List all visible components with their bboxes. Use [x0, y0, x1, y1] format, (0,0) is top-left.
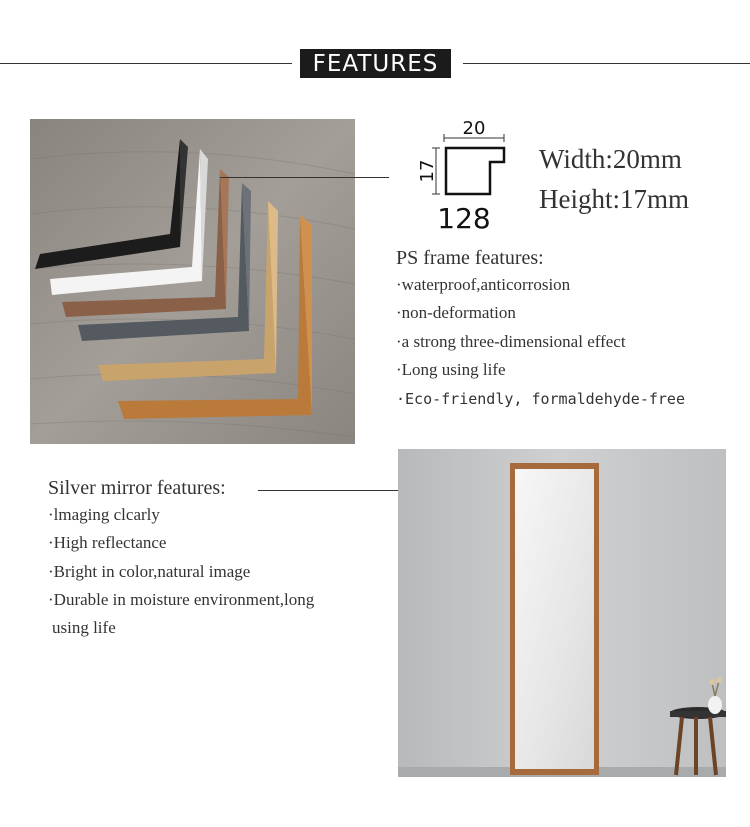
profile-diagram	[412, 118, 512, 238]
ps-frame-item: ·a strong three-dimensional effect	[396, 332, 626, 351]
silver-mirror-heading: Silver mirror features:	[48, 477, 226, 499]
pointer-line-frame	[220, 177, 389, 178]
wall-mirror-photo	[398, 449, 726, 777]
header-rule-left	[0, 63, 292, 64]
silver-mirror-item: ·Bright in color,natural image	[48, 562, 251, 581]
section-title: FEATURES	[300, 49, 451, 78]
mirror-glass	[515, 469, 594, 769]
header-rule-right	[463, 63, 750, 64]
ps-frame-item: ·waterproof,anticorrosion	[396, 275, 571, 294]
height-spec: Height:17mm	[539, 184, 689, 214]
ps-frame-item: ·Long using life	[396, 360, 506, 379]
profile-width-label: 20	[462, 118, 486, 139]
profile-height-label: 17	[417, 159, 438, 183]
ps-frame-item: ·Eco-friendly, formaldehyde-free	[396, 390, 685, 408]
ps-frame-heading: PS frame features:	[396, 247, 544, 269]
profile-model-number: 128	[437, 202, 491, 235]
frame-samples-photo	[30, 119, 355, 444]
silver-mirror-item: ·High reflectance	[48, 533, 167, 552]
width-spec: Width:20mm	[539, 144, 682, 174]
silver-mirror-item: using life	[52, 618, 116, 637]
ps-frame-item: ·non-deformation	[396, 303, 516, 322]
silver-mirror-item: ·Durable in moisture environment,long	[48, 590, 315, 609]
silver-mirror-item: ·lmaging clcarly	[48, 505, 160, 524]
